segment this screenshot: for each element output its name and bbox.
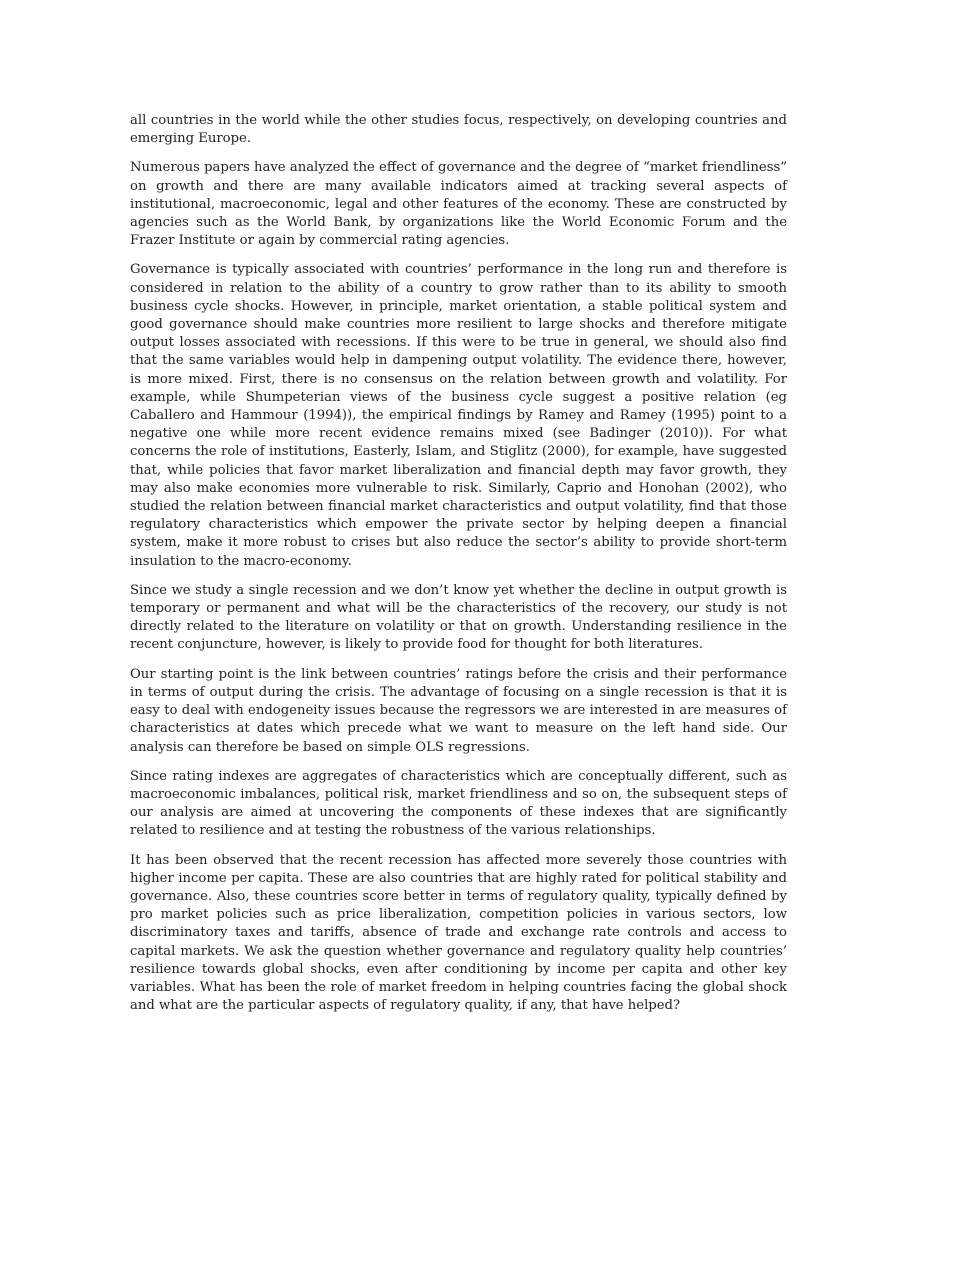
paragraph-3: Governance is typically associated with countries’ performance in the long run and therefore is considered in relation to the ability of a country to grow rather than to its ability to smooth business cycle shocks. However, in principle, market orientation, a stable political system and good governance should make countries more resilient to large shocks and therefore mitigate output losses associated with recessions. If this were to be true in general, we should also find that the same variables would help in dampening output volatility. The evidence there, however, is more mixed. First, there is no consensus on the relation between growth and volatility. For example, while Shumpeterian views of the business cycle suggest a positive relation (eg Caballero and Hammour (1994)), the empirical findings by Ramey and Ramey (1995) point to a negative one while more recent evidence remains mixed (see Badinger (2010)). For what concerns the role of institutions, Easterly, Islam, and Stiglitz (2000), for example, have suggested that, while policies that favor market liberalization and financial depth may favor growth, they may also make economies more vulnerable to risk. Similarly, Caprio and Honohan (2002), who studied the relation between financial market characteristics and output volatility, find that those regulatory characteristics which empower the private sector by helping deepen a financial system, make it more robust to crises but also reduce the sector’s ability to provide short-term insulation to the macro-economy. <box>130 262 787 569</box>
paragraph-1: all countries in the world while the other studies focus, respectively, on developing countries and emerging Europe. <box>130 113 787 147</box>
page-body <box>130 112 787 1026</box>
paragraph-4: Since we study a single recession and we don’t know yet whether the decline in output growth is temporary or permanent and what will be the characteristics of the recovery, our study is not directly related to the literature on volatility or that on growth. Understanding resilience in the recent conjuncture, however, is likely to provide food for thought for both literatures. <box>130 582 787 653</box>
paragraph-6: Since rating indexes are aggregates of characteristics which are conceptually different, such as macroeconomic imbalances, political risk, market friendliness and so on, the subsequent steps of our analysis are aimed at uncovering the components of these indexes that are significantly related to resilience and at testing the robustness of the various relationships. <box>130 768 787 839</box>
paragraph-2: Numerous papers have analyzed the effect of governance and the degree of “market friendliness” on growth and there are many available indicators aimed at tracking several aspects of institutional, macroeconomic, legal and other features of the economy. These are constructed by agencies such as the World Bank, by organizations like the World Economic Forum and the Frazer Institute or again by commercial rating agencies. <box>130 160 787 249</box>
paragraph-7: It has been observed that the recent recession has affected more severely those countries with higher income per capita. These are also countries that are highly rated for political stability and governance. Also, these countries score better in terms of regulatory quality, typically defined by pro market policies such as price liberalization, competition policies in various sectors, low discriminatory taxes and tariffs, absence of trade and exchange rate controls and access to capital markets. We ask the question whether governance and regulatory quality help countries’ resilience towards global shocks, even after conditioning by income per capita and other key variables. What has been the role of market freedom in helping countries facing the global shock and what are the particular aspects of regulatory quality, if any, that have helped? <box>130 852 787 1014</box>
paragraph-5: Our starting point is the link between countries’ ratings before the crisis and their performance in terms of output during the crisis. The advantage of focusing on a single recession is that it is easy to deal with endogeneity issues because the regressors we are interested in are measures of characteristics at dates which precede what we want to measure on the left hand side. Our analysis can therefore be based on simple OLS regressions. <box>130 666 787 755</box>
